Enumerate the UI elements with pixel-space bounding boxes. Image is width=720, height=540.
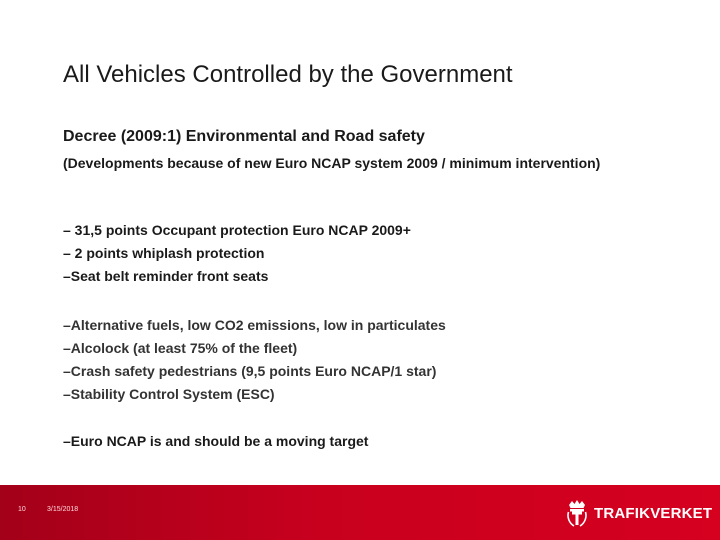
footer-date: 3/15/2018 bbox=[47, 506, 79, 513]
requirement-item: –Seat belt reminder front seats bbox=[63, 268, 269, 284]
additional-item: –Alternative fuels, low CO2 emissions, low in particulates bbox=[63, 317, 446, 333]
additional-item: –Alcolock (at least 75% of the fleet) bbox=[63, 340, 298, 356]
trafikverket-logo bbox=[566, 497, 712, 529]
logo-text: TRAFIKVERKET bbox=[594, 504, 713, 522]
developments-note: (Developments because of new Euro NCAP system 2009 / minimum intervention) bbox=[63, 155, 601, 171]
requirement-item: – 31,5 points Occupant protection Euro NCAP 2009+ bbox=[63, 222, 411, 238]
crown-t-icon bbox=[566, 498, 588, 528]
conclusion-list bbox=[63, 430, 368, 453]
footer-bar bbox=[0, 485, 720, 540]
decree-heading: Decree (2009:1) Environmental and Road safety bbox=[63, 128, 425, 145]
additional-item: –Stability Control System (ESC) bbox=[63, 386, 275, 402]
requirement-item: – 2 points whiplash protection bbox=[63, 245, 265, 261]
additional-list bbox=[63, 314, 446, 406]
slide-title: All Vehicles Controlled by the Government bbox=[63, 61, 513, 88]
conclusion-item: –Euro NCAP is and should be a moving target bbox=[63, 433, 369, 449]
requirements-list bbox=[63, 219, 411, 288]
additional-item: –Crash safety pedestrians (9,5 points Euro NCAP/1 star) bbox=[63, 363, 437, 379]
page-number: 10 bbox=[18, 506, 26, 513]
